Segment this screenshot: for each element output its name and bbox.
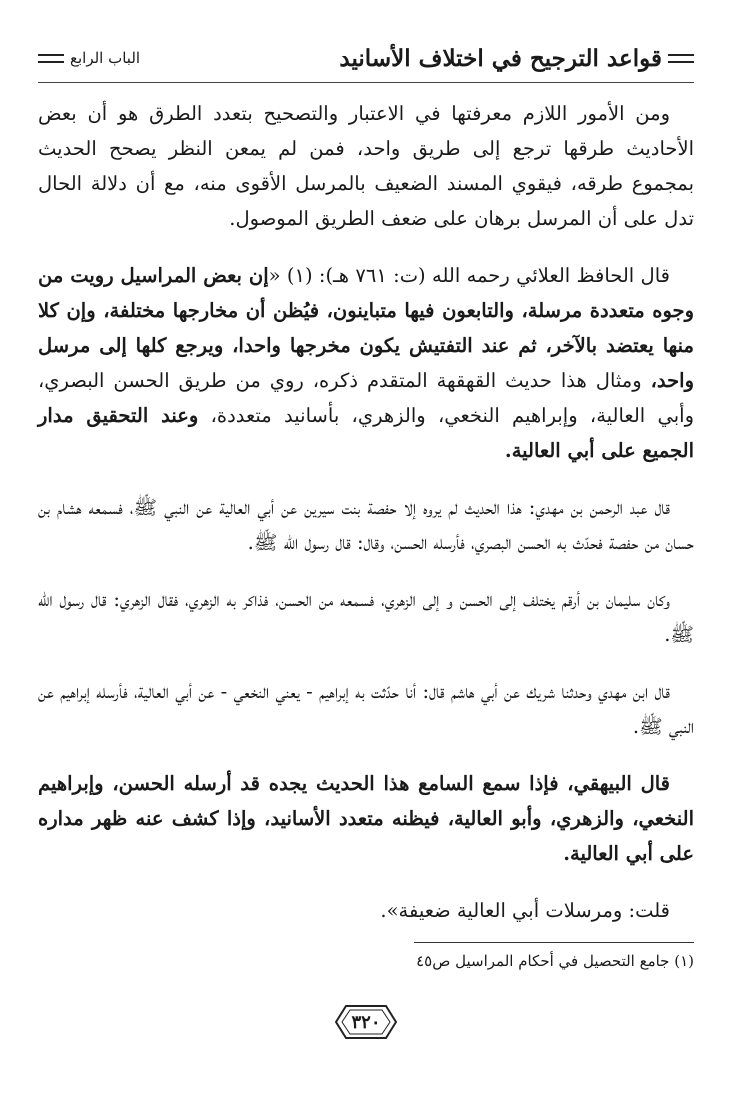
running-header [38, 38, 694, 78]
quote-bold-text: وعند التحقيق مدار الجميع على أبي العالية. [38, 404, 694, 462]
paragraph: ومن الأمور اللازم معرفتها في الاعتبار والتصحيح بتعدد الطرق هو أن بعض الأحاديث طرقها ترجع إلى طريق واحد، فمن لم يمعن النظر يصحح الحديث بمجموع طرقه، فيقوي المسند الضعيف بالمرسل الأقوى منه، مع أن دلالة الحال تدل على أن المرسل برهان على ضعف الطريق الموصول. [38, 102, 694, 230]
chapter-label: الباب الرابع [70, 49, 141, 67]
paragraph-quote [38, 258, 694, 468]
quote-normal-text: ومثال هذا حديث القهقهة المتقدم ذكره، روي من طريق الحسن البصري، وأبي العالية، وإبراهيم النخعي، والزهري، بأسانيد متعددة، [38, 369, 694, 427]
page-number: ٣٢٠ [351, 1011, 381, 1033]
book-page [38, 28, 694, 1068]
paragraph: قال عبد الرحمن بن مهدي: هذا الحديث لم يروه إلا حفصة بنت سيرين عن أبي العالية عن النبي ﷺ، فسمعه هشام بن حسان من حفصة فحدّث به الحسن البصري، فأرسله الحسن، وقال: قال رسول الله ﷺ. [38, 496, 694, 554]
main-text [38, 96, 694, 973]
paragraph: قال ابن مهدي وحدثنا شريك عن أبي هاشم قال: أنا حدّثت به إبراهيم - يعني النخعي - عن أبي العالية، فأرسله إبراهيم عن النبي ﷺ. [38, 680, 694, 738]
footnote-divider [414, 942, 694, 943]
chapter-block [38, 49, 140, 67]
quote-intro: قال الحافظ العلائي رحمه الله (ت: ٧٦١ هـ): (١) « [268, 264, 670, 287]
paragraph: قال البيهقي، فإذا سمع السامع هذا الحديث يجده قد أرسله الحسن، وإبراهيم النخعي، والزهري، وأبو العالية، فيظنه متعدد الأسانيد، وإذا كشف عنه ظهر مداره على أبي العالية. [38, 772, 694, 865]
header-divider [38, 82, 694, 83]
book-title: قواعد الترجيح في اختلاف الأسانيد [339, 44, 662, 72]
footnote: (١) جامع التحصيل في أحكام المراسيل ص٤٥ [416, 952, 694, 970]
page-number-ornament [330, 1000, 402, 1044]
double-rule-ornament [38, 54, 64, 63]
paragraph: قلت: ومرسلات أبي العالية ضعيفة». [380, 899, 670, 922]
quote-bold-text: إن بعض المراسيل رويت من وجوه متعددة مرسلة، والتابعون فيها متباينون، فيُظن أن مخارجها مختلفة، وإن كلا منها يعتضد بالآخر، ثم عند التفتيش يكون مخرجها واحدا، ويرجع كلها إلى مرسل واحد، [38, 264, 694, 392]
double-rule-ornament [668, 54, 694, 63]
book-title-block [339, 45, 694, 72]
paragraph: وكان سليمان بن أرقم يختلف إلى الحسن و إلى الزهري، فسمعه من الحسن، فذاكر به الزهري، فقال الزهري: قال رسول الله ﷺ. [38, 588, 694, 646]
